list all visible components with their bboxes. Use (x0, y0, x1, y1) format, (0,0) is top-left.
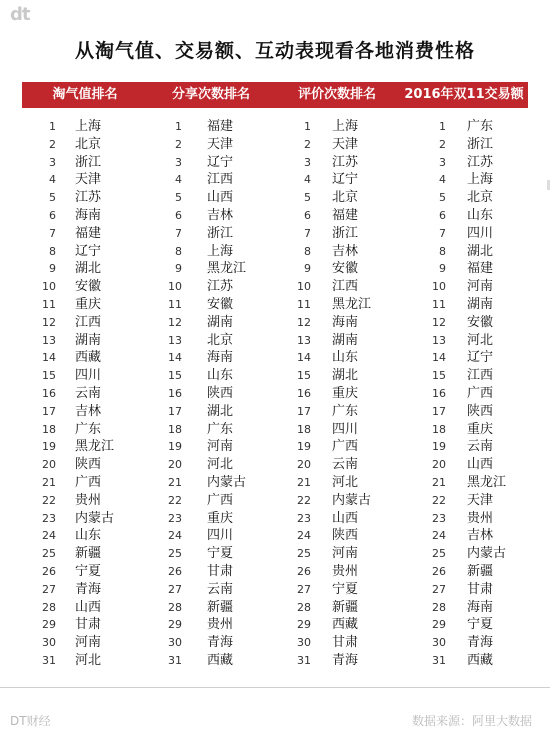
rank-number: 1 (49, 120, 56, 133)
province-name: 陕西 (207, 386, 234, 401)
rank-number: 20 (297, 458, 311, 472)
province-name: 河南 (75, 635, 102, 651)
rank-number: 19 (297, 440, 311, 454)
province-name: 辽宁 (207, 154, 234, 170)
rank-number: 2 (304, 137, 311, 151)
rank-number: 6 (304, 209, 311, 222)
rank-number: 16 (297, 387, 311, 400)
rank-number: 18 (432, 422, 446, 436)
province-name: 黑龙江 (207, 261, 247, 277)
rank-number: 21 (297, 476, 311, 489)
province-name: 江苏 (332, 154, 359, 170)
rank-number: 30 (297, 636, 311, 650)
rank-number: 13 (297, 333, 311, 347)
rank-number: 18 (42, 422, 56, 436)
province-name: 黑龙江 (467, 475, 507, 490)
rank-number: 4 (439, 173, 446, 187)
province-name: 云南 (75, 386, 102, 401)
rank-number: 5 (49, 191, 56, 205)
rank-number: 29 (168, 618, 182, 632)
province-name: 辽宁 (467, 350, 494, 366)
table-row (0, 349, 550, 367)
rank-number: 13 (42, 333, 56, 347)
province-name: 湖北 (467, 243, 494, 259)
rank-number: 27 (168, 582, 182, 596)
rank-number: 11 (168, 298, 182, 311)
rank-number: 20 (42, 458, 56, 472)
table-row (0, 225, 550, 243)
province-name: 海南 (467, 599, 494, 615)
rank-number: 12 (42, 315, 56, 329)
header-double11: 2016年双11交易额排名 (404, 87, 524, 128)
rank-number: 8 (175, 244, 182, 258)
table-row (0, 527, 550, 545)
rank-number: 18 (168, 422, 182, 436)
rank-number: 25 (42, 547, 56, 561)
province-name: 北京 (207, 332, 234, 348)
table-row (0, 367, 550, 385)
rank-number: 5 (439, 191, 446, 205)
rank-number: 27 (432, 582, 446, 596)
province-name: 北京 (75, 136, 102, 152)
province-name: 河北 (332, 475, 359, 490)
rank-number: 11 (432, 298, 446, 311)
rank-number: 3 (304, 155, 311, 169)
rank-number: 8 (49, 244, 56, 258)
rank-number: 26 (42, 565, 56, 578)
province-name: 河南 (467, 279, 494, 295)
province-name: 上海 (467, 172, 494, 188)
province-name: 湖南 (332, 332, 359, 348)
province-name: 重庆 (467, 421, 494, 437)
province-name: 天津 (75, 172, 102, 188)
rank-number: 12 (432, 315, 446, 329)
province-name: 上海 (207, 243, 234, 259)
province-name: 宁夏 (467, 617, 494, 633)
province-name: 山东 (207, 368, 234, 384)
province-name: 上海 (332, 119, 359, 134)
table-row (0, 296, 550, 314)
table-row (0, 545, 550, 563)
rank-number: 2 (49, 137, 56, 151)
province-name: 西藏 (332, 617, 359, 633)
province-name: 湖北 (332, 368, 359, 384)
rank-number: 14 (297, 351, 311, 365)
province-name: 宁夏 (207, 546, 234, 562)
rank-number: 23 (168, 511, 182, 525)
rank-number: 25 (168, 547, 182, 561)
table-row (0, 492, 550, 510)
rank-number: 16 (42, 387, 56, 400)
table-row (0, 616, 550, 634)
province-name: 福建 (75, 225, 102, 241)
province-name: 山东 (332, 350, 359, 366)
rank-number: 28 (42, 600, 56, 614)
table-row (0, 118, 550, 136)
rank-number: 14 (168, 351, 182, 365)
province-name: 浙江 (332, 225, 359, 241)
province-name: 河南 (332, 546, 359, 562)
table-row (0, 403, 550, 421)
province-name: 广西 (332, 439, 359, 455)
footer-divider (0, 687, 550, 688)
rank-number: 16 (168, 387, 182, 400)
table-row (0, 634, 550, 652)
province-name: 山西 (332, 510, 359, 526)
rank-number: 17 (42, 404, 56, 418)
province-name: 黑龙江 (75, 439, 115, 455)
province-name: 湖北 (75, 261, 102, 277)
province-name: 陕西 (75, 457, 102, 473)
rank-number: 31 (42, 654, 56, 667)
table-row (0, 207, 550, 225)
province-name: 湖南 (207, 314, 234, 330)
province-name: 安徽 (75, 279, 102, 295)
province-name: 广西 (467, 386, 494, 401)
rank-number: 19 (168, 440, 182, 454)
table-row (0, 136, 550, 154)
province-name: 贵州 (332, 564, 359, 579)
province-name: 广西 (207, 492, 234, 508)
province-name: 天津 (207, 136, 234, 152)
province-name: 四川 (332, 421, 359, 437)
rank-number: 17 (297, 404, 311, 418)
rank-number: 16 (432, 387, 446, 400)
province-name: 浙江 (467, 136, 494, 152)
province-name: 上海 (75, 119, 102, 134)
province-name: 浙江 (207, 225, 234, 241)
rank-number: 22 (297, 493, 311, 507)
table-row (0, 332, 550, 350)
rank-number: 15 (297, 369, 311, 383)
rank-number: 8 (439, 244, 446, 258)
rank-number: 30 (42, 636, 56, 650)
rank-number: 22 (168, 493, 182, 507)
rank-number: 26 (168, 565, 182, 578)
rank-number: 14 (432, 351, 446, 365)
province-name: 青海 (332, 653, 359, 668)
rank-number: 7 (49, 226, 56, 240)
rank-number: 12 (168, 315, 182, 329)
rank-number: 1 (304, 120, 311, 133)
table-row (0, 243, 550, 261)
table-row (0, 278, 550, 296)
province-name: 江西 (75, 314, 102, 330)
province-name: 海南 (207, 350, 234, 366)
province-name: 湖北 (207, 403, 234, 419)
province-name: 浙江 (75, 154, 102, 170)
rank-number: 20 (432, 458, 446, 472)
province-name: 重庆 (332, 386, 359, 401)
rank-number: 30 (168, 636, 182, 650)
province-name: 河北 (75, 653, 102, 668)
rank-number: 10 (432, 280, 446, 294)
rank-number: 17 (432, 404, 446, 418)
rank-number: 28 (297, 600, 311, 614)
province-name: 云南 (207, 581, 234, 597)
province-name: 山东 (467, 208, 494, 223)
province-name: 四川 (75, 368, 102, 384)
rank-number: 15 (168, 369, 182, 383)
table-row (0, 474, 550, 492)
province-name: 黑龙江 (332, 297, 372, 312)
province-name: 陕西 (332, 528, 359, 544)
rank-number: 14 (42, 351, 56, 365)
rank-number: 23 (297, 511, 311, 525)
rank-number: 21 (432, 476, 446, 489)
province-name: 天津 (467, 492, 494, 508)
table-row (0, 599, 550, 617)
province-name: 广东 (75, 421, 102, 437)
rank-number: 28 (168, 600, 182, 614)
footer-source: 数据来源：阿里大数据 (411, 714, 532, 728)
rank-number: 21 (42, 476, 56, 489)
rank-number: 25 (432, 547, 446, 561)
province-name: 江苏 (467, 154, 494, 170)
province-name: 吉林 (467, 528, 494, 544)
rank-number: 26 (297, 565, 311, 578)
province-name: 北京 (332, 190, 359, 206)
province-name: 甘肃 (467, 581, 494, 597)
province-name: 青海 (207, 635, 234, 651)
province-name: 安徽 (467, 314, 494, 330)
rank-number: 13 (432, 333, 446, 347)
rank-number: 6 (439, 209, 446, 222)
province-name: 吉林 (207, 208, 234, 223)
rank-number: 24 (297, 529, 311, 543)
province-name: 青海 (467, 635, 494, 651)
province-name: 湖南 (467, 297, 494, 312)
rank-number: 13 (168, 333, 182, 347)
province-name: 新疆 (75, 546, 102, 562)
province-name: 福建 (207, 119, 234, 134)
rank-number: 27 (42, 582, 56, 596)
province-name: 广西 (75, 475, 102, 490)
province-name: 贵州 (467, 510, 494, 526)
province-name: 贵州 (207, 617, 234, 633)
province-name: 西藏 (75, 350, 102, 366)
province-name: 广东 (467, 119, 494, 134)
province-name: 西藏 (207, 653, 234, 668)
province-name: 河北 (207, 457, 234, 473)
rank-number: 3 (49, 155, 56, 169)
rank-number: 15 (432, 369, 446, 383)
table-row (0, 171, 550, 189)
province-name: 四川 (467, 225, 494, 241)
rank-number: 11 (297, 298, 311, 311)
rank-number: 9 (49, 262, 56, 276)
rank-number: 10 (168, 280, 182, 294)
dt-logo: dt (10, 4, 30, 25)
page-title: 从淘气值、交易额、互动表现看各地消费性格 (74, 40, 475, 62)
table-row (0, 314, 550, 332)
table-row (0, 260, 550, 278)
province-name: 辽宁 (332, 172, 359, 188)
rank-number: 17 (168, 404, 182, 418)
rank-number: 4 (49, 173, 56, 187)
rank-number: 6 (175, 209, 182, 222)
rank-number: 7 (439, 226, 446, 240)
province-name: 吉林 (332, 243, 359, 259)
province-name: 江西 (467, 368, 494, 384)
rank-number: 10 (297, 280, 311, 294)
province-name: 海南 (332, 314, 359, 330)
province-name: 江苏 (75, 190, 102, 206)
province-name: 内蒙古 (332, 492, 372, 508)
rank-number: 4 (175, 173, 182, 187)
rank-number: 20 (168, 458, 182, 472)
province-name: 四川 (207, 528, 234, 544)
rank-number: 29 (432, 618, 446, 632)
province-name: 青海 (75, 581, 102, 597)
province-name: 安徽 (207, 297, 234, 312)
rank-number: 30 (432, 636, 446, 650)
rank-number: 9 (304, 262, 311, 276)
rank-number: 2 (439, 137, 446, 151)
table-row (0, 189, 550, 207)
rank-number: 18 (297, 422, 311, 436)
province-name: 贵州 (75, 492, 102, 508)
rank-number: 22 (42, 493, 56, 507)
rank-number: 15 (42, 369, 56, 383)
province-name: 西藏 (467, 653, 494, 668)
rank-number: 10 (42, 280, 56, 294)
province-name: 河南 (207, 439, 234, 455)
rank-number: 19 (432, 440, 446, 454)
rank-number: 28 (432, 600, 446, 614)
province-name: 山西 (467, 457, 494, 473)
province-name: 江西 (332, 279, 359, 295)
rank-number: 24 (42, 529, 56, 543)
province-name: 云南 (467, 439, 494, 455)
province-name: 海南 (75, 208, 102, 223)
rank-number: 3 (175, 155, 182, 169)
province-name: 甘肃 (207, 564, 234, 579)
table-row (0, 438, 550, 456)
province-name: 重庆 (75, 297, 102, 312)
rank-number: 31 (168, 654, 182, 667)
province-name: 内蒙古 (75, 510, 115, 526)
rank-number: 21 (168, 476, 182, 489)
table-row (0, 385, 550, 403)
province-name: 重庆 (207, 510, 234, 526)
rank-number: 4 (304, 173, 311, 187)
rank-number: 31 (297, 654, 311, 667)
rank-number: 24 (432, 529, 446, 543)
rank-number: 7 (304, 226, 311, 240)
province-name: 吉林 (75, 403, 102, 419)
rank-number: 2 (175, 137, 182, 151)
table-row (0, 563, 550, 581)
header-taoqi: 淘气值排名 (52, 87, 118, 102)
province-name: 新疆 (467, 564, 494, 579)
rank-number: 12 (297, 315, 311, 329)
rank-number: 11 (42, 298, 56, 311)
table-row (0, 456, 550, 474)
province-name: 甘肃 (75, 617, 102, 633)
province-name: 内蒙古 (467, 546, 507, 562)
province-name: 福建 (467, 261, 494, 277)
rank-number: 29 (42, 618, 56, 632)
footer-brand: DT财经 (10, 714, 51, 728)
rank-number: 5 (304, 191, 311, 205)
province-name: 山东 (75, 528, 102, 544)
table-row (0, 421, 550, 439)
province-name: 福建 (332, 208, 359, 223)
rank-number: 1 (439, 120, 446, 133)
province-name: 江苏 (207, 279, 234, 295)
rank-number: 19 (42, 440, 56, 454)
table-row (0, 581, 550, 599)
province-name: 河北 (467, 332, 494, 348)
rank-number: 31 (432, 654, 446, 667)
rank-number: 5 (175, 191, 182, 205)
rank-number: 26 (432, 565, 446, 578)
province-name: 内蒙古 (207, 475, 247, 490)
rank-number: 7 (175, 226, 182, 240)
rank-number: 9 (175, 262, 182, 276)
province-name: 新疆 (332, 599, 359, 615)
table-row (0, 652, 550, 670)
province-name: 宁夏 (75, 564, 102, 579)
table-row (0, 510, 550, 528)
rank-number: 1 (175, 120, 182, 133)
province-name: 北京 (467, 190, 494, 206)
header-review: 评价次数排名 (297, 87, 376, 102)
rank-number: 6 (49, 209, 56, 222)
header-share: 分享次数排名 (171, 87, 250, 102)
province-name: 辽宁 (75, 243, 102, 259)
province-name: 新疆 (207, 599, 234, 615)
rank-number: 23 (42, 511, 56, 525)
province-name: 天津 (332, 136, 359, 152)
province-name: 甘肃 (332, 635, 359, 651)
province-name: 湖南 (75, 332, 102, 348)
rank-number: 22 (432, 493, 446, 507)
province-name: 广东 (332, 403, 359, 419)
rank-number: 9 (439, 262, 446, 276)
province-name: 江西 (207, 172, 234, 188)
province-name: 安徽 (332, 261, 359, 277)
rank-number: 27 (297, 582, 311, 596)
province-name: 山西 (75, 599, 102, 615)
rank-number: 25 (297, 547, 311, 561)
rank-number: 24 (168, 529, 182, 543)
province-name: 广东 (207, 421, 234, 437)
province-name: 山西 (207, 190, 234, 206)
table-row (0, 154, 550, 172)
province-name: 陕西 (467, 403, 494, 419)
province-name: 云南 (332, 457, 359, 473)
province-name: 宁夏 (332, 581, 359, 597)
rank-number: 23 (432, 511, 446, 525)
rank-number: 8 (304, 244, 311, 258)
rank-number: 3 (439, 155, 446, 169)
rank-number: 29 (297, 618, 311, 632)
